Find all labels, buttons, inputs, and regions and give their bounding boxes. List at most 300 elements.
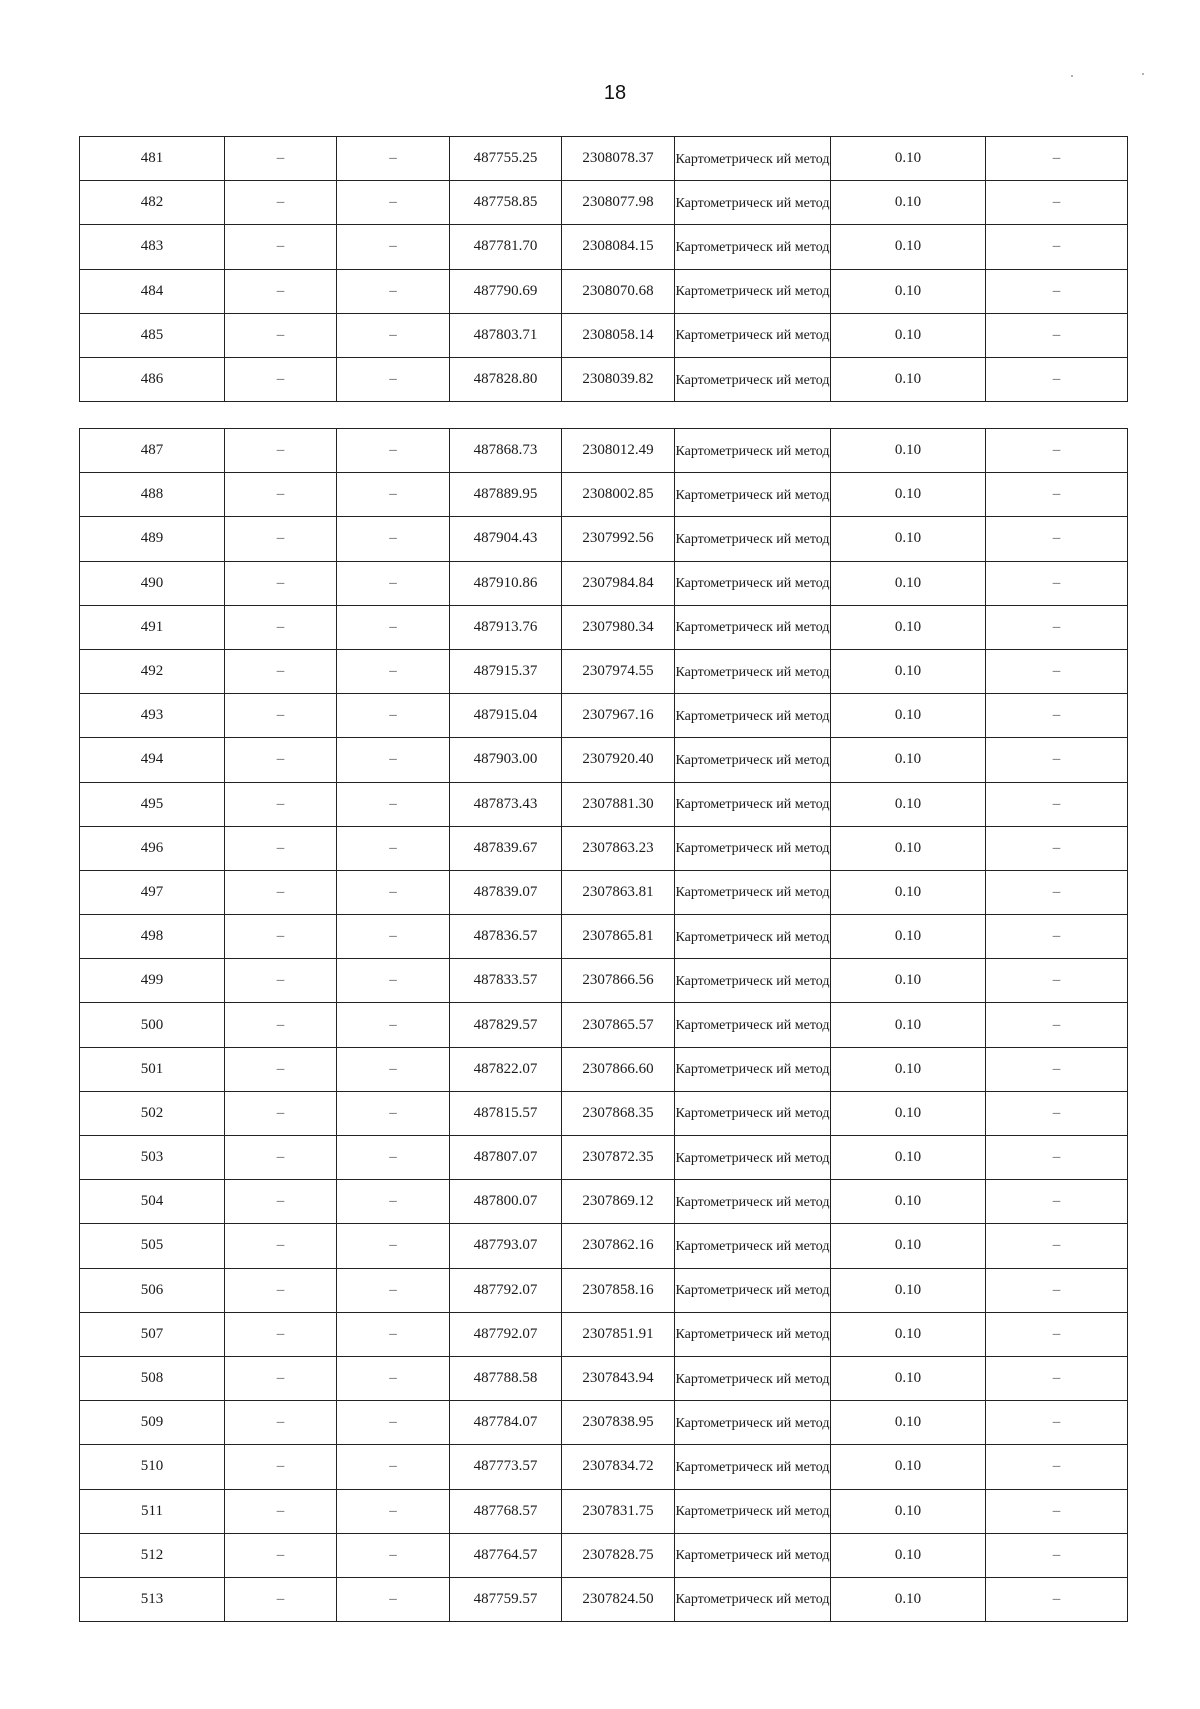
table-row [80, 826, 1128, 870]
method-cell: Картометрическ ий метод [675, 738, 831, 782]
accuracy-cell: 0.10 [831, 1356, 986, 1400]
x-coordinate-cell: 487915.04 [450, 694, 562, 738]
x-coordinate-cell: 487773.57 [450, 1445, 562, 1489]
description-cell: – [986, 1577, 1128, 1621]
old-y-cell: – [337, 1047, 450, 1091]
y-coordinate-cell: 2308039.82 [562, 357, 675, 401]
table-row [80, 1445, 1128, 1489]
x-coordinate-cell: 487873.43 [450, 782, 562, 826]
description-cell: – [986, 605, 1128, 649]
method-cell: Картометрическ ий метод [675, 269, 831, 313]
old-y-cell: – [337, 561, 450, 605]
accuracy-cell: 0.10 [831, 782, 986, 826]
point-number-cell: 495 [80, 782, 225, 826]
table-row [80, 694, 1128, 738]
accuracy-cell: 0.10 [831, 1533, 986, 1577]
table-row [80, 429, 1128, 473]
x-coordinate-cell: 487815.57 [450, 1091, 562, 1135]
table-row [80, 1268, 1128, 1312]
x-coordinate-cell: 487793.07 [450, 1224, 562, 1268]
old-y-cell: – [337, 782, 450, 826]
x-coordinate-cell: 487829.57 [450, 1003, 562, 1047]
coordinates-table-bottom [79, 428, 1128, 1622]
old-y-cell: – [337, 357, 450, 401]
old-y-cell: – [337, 1445, 450, 1489]
table-row [80, 915, 1128, 959]
old-y-cell: – [337, 1533, 450, 1577]
old-x-cell: – [225, 473, 337, 517]
accuracy-cell: 0.10 [831, 473, 986, 517]
method-cell: Картометрическ ий метод [675, 1136, 831, 1180]
y-coordinate-cell: 2307869.12 [562, 1180, 675, 1224]
table-row [80, 561, 1128, 605]
old-y-cell: – [337, 738, 450, 782]
y-coordinate-cell: 2308070.68 [562, 269, 675, 313]
method-cell: Картометрическ ий метод [675, 225, 831, 269]
method-cell: Картометрическ ий метод [675, 1180, 831, 1224]
y-coordinate-cell: 2307858.16 [562, 1268, 675, 1312]
accuracy-cell: 0.10 [831, 1577, 986, 1621]
old-x-cell: – [225, 1180, 337, 1224]
x-coordinate-cell: 487792.07 [450, 1268, 562, 1312]
point-number-cell: 484 [80, 269, 225, 313]
description-cell: – [986, 1180, 1128, 1224]
y-coordinate-cell: 2307920.40 [562, 738, 675, 782]
description-cell: – [986, 1268, 1128, 1312]
table-row [80, 782, 1128, 826]
method-cell: Картометрическ ий метод [675, 1356, 831, 1400]
old-y-cell: – [337, 605, 450, 649]
method-cell: Картометрическ ий метод [675, 561, 831, 605]
description-cell: – [986, 429, 1128, 473]
old-y-cell: – [337, 1224, 450, 1268]
point-number-cell: 486 [80, 357, 225, 401]
old-x-cell: – [225, 870, 337, 914]
old-y-cell: – [337, 429, 450, 473]
table-body [80, 429, 1128, 1622]
old-x-cell: – [225, 1577, 337, 1621]
accuracy-cell: 0.10 [831, 605, 986, 649]
description-cell: – [986, 1136, 1128, 1180]
point-number-cell: 491 [80, 605, 225, 649]
method-cell: Картометрическ ий метод [675, 1003, 831, 1047]
accuracy-cell: 0.10 [831, 1268, 986, 1312]
old-y-cell: – [337, 269, 450, 313]
x-coordinate-cell: 487784.07 [450, 1401, 562, 1445]
old-x-cell: – [225, 1268, 337, 1312]
x-coordinate-cell: 487836.57 [450, 915, 562, 959]
y-coordinate-cell: 2307872.35 [562, 1136, 675, 1180]
old-x-cell: – [225, 1445, 337, 1489]
x-coordinate-cell: 487758.85 [450, 181, 562, 225]
method-cell: Картометрическ ий метод [675, 694, 831, 738]
y-coordinate-cell: 2307834.72 [562, 1445, 675, 1489]
point-number-cell: 504 [80, 1180, 225, 1224]
y-coordinate-cell: 2307843.94 [562, 1356, 675, 1400]
y-coordinate-cell: 2307974.55 [562, 649, 675, 693]
old-x-cell: – [225, 1533, 337, 1577]
table-row [80, 1533, 1128, 1577]
page-number: 18 [603, 82, 627, 104]
method-cell: Картометрическ ий метод [675, 1577, 831, 1621]
point-number-cell: 493 [80, 694, 225, 738]
accuracy-cell: 0.10 [831, 1312, 986, 1356]
x-coordinate-cell: 487910.86 [450, 561, 562, 605]
point-number-cell: 503 [80, 1136, 225, 1180]
point-number-cell: 506 [80, 1268, 225, 1312]
old-x-cell: – [225, 1401, 337, 1445]
old-x-cell: – [225, 429, 337, 473]
x-coordinate-cell: 487833.57 [450, 959, 562, 1003]
point-number-cell: 496 [80, 826, 225, 870]
method-cell: Картометрическ ий метод [675, 959, 831, 1003]
method-cell: Картометрическ ий метод [675, 649, 831, 693]
table-row [80, 1003, 1128, 1047]
description-cell: – [986, 137, 1128, 181]
accuracy-cell: 0.10 [831, 915, 986, 959]
old-x-cell: – [225, 1091, 337, 1135]
accuracy-cell: 0.10 [831, 181, 986, 225]
point-number-cell: 508 [80, 1356, 225, 1400]
y-coordinate-cell: 2308077.98 [562, 181, 675, 225]
accuracy-cell: 0.10 [831, 269, 986, 313]
old-x-cell: – [225, 782, 337, 826]
point-number-cell: 511 [80, 1489, 225, 1533]
table-row [80, 1091, 1128, 1135]
description-cell: – [986, 1224, 1128, 1268]
description-cell: – [986, 225, 1128, 269]
description-cell: – [986, 870, 1128, 914]
point-number-cell: 483 [80, 225, 225, 269]
description-cell: – [986, 915, 1128, 959]
y-coordinate-cell: 2307862.16 [562, 1224, 675, 1268]
point-number-cell: 488 [80, 473, 225, 517]
old-x-cell: – [225, 1003, 337, 1047]
point-number-cell: 497 [80, 870, 225, 914]
old-y-cell: – [337, 1268, 450, 1312]
old-y-cell: – [337, 915, 450, 959]
x-coordinate-cell: 487913.76 [450, 605, 562, 649]
description-cell: – [986, 1533, 1128, 1577]
table-row [80, 357, 1128, 401]
accuracy-cell: 0.10 [831, 225, 986, 269]
table-row [80, 1136, 1128, 1180]
description-cell: – [986, 313, 1128, 357]
old-y-cell: – [337, 1356, 450, 1400]
old-x-cell: – [225, 225, 337, 269]
y-coordinate-cell: 2308012.49 [562, 429, 675, 473]
point-number-cell: 502 [80, 1091, 225, 1135]
y-coordinate-cell: 2307866.56 [562, 959, 675, 1003]
x-coordinate-cell: 487759.57 [450, 1577, 562, 1621]
x-coordinate-cell: 487764.57 [450, 1533, 562, 1577]
old-x-cell: – [225, 1489, 337, 1533]
y-coordinate-cell: 2308078.37 [562, 137, 675, 181]
method-cell: Картометрическ ий метод [675, 181, 831, 225]
x-coordinate-cell: 487755.25 [450, 137, 562, 181]
y-coordinate-cell: 2307865.81 [562, 915, 675, 959]
accuracy-cell: 0.10 [831, 429, 986, 473]
y-coordinate-cell: 2307838.95 [562, 1401, 675, 1445]
old-y-cell: – [337, 1180, 450, 1224]
description-cell: – [986, 1356, 1128, 1400]
table-row [80, 738, 1128, 782]
description-cell: – [986, 357, 1128, 401]
old-y-cell: – [337, 473, 450, 517]
old-x-cell: – [225, 561, 337, 605]
old-y-cell: – [337, 1401, 450, 1445]
y-coordinate-cell: 2307824.50 [562, 1577, 675, 1621]
table-row [80, 649, 1128, 693]
y-coordinate-cell: 2307992.56 [562, 517, 675, 561]
x-coordinate-cell: 487889.95 [450, 473, 562, 517]
y-coordinate-cell: 2307863.23 [562, 826, 675, 870]
table-row [80, 1224, 1128, 1268]
point-number-cell: 512 [80, 1533, 225, 1577]
x-coordinate-cell: 487781.70 [450, 225, 562, 269]
method-cell: Картометрическ ий метод [675, 313, 831, 357]
accuracy-cell: 0.10 [831, 870, 986, 914]
y-coordinate-cell: 2308084.15 [562, 225, 675, 269]
old-y-cell: – [337, 1091, 450, 1135]
method-cell: Картометрическ ий метод [675, 826, 831, 870]
accuracy-cell: 0.10 [831, 357, 986, 401]
old-x-cell: – [225, 694, 337, 738]
old-x-cell: – [225, 313, 337, 357]
description-cell: – [986, 1047, 1128, 1091]
table-row [80, 1047, 1128, 1091]
old-y-cell: – [337, 1136, 450, 1180]
old-y-cell: – [337, 649, 450, 693]
method-cell: Картометрическ ий метод [675, 1312, 831, 1356]
y-coordinate-cell: 2307967.16 [562, 694, 675, 738]
table-row [80, 1577, 1128, 1621]
point-number-cell: 492 [80, 649, 225, 693]
table-row [80, 1401, 1128, 1445]
point-number-cell: 510 [80, 1445, 225, 1489]
method-cell: Картометрическ ий метод [675, 1091, 831, 1135]
old-x-cell: – [225, 605, 337, 649]
description-cell: – [986, 1445, 1128, 1489]
method-cell: Картометрическ ий метод [675, 1401, 831, 1445]
x-coordinate-cell: 487788.58 [450, 1356, 562, 1400]
method-cell: Картометрическ ий метод [675, 870, 831, 914]
accuracy-cell: 0.10 [831, 313, 986, 357]
description-cell: – [986, 959, 1128, 1003]
table-row [80, 473, 1128, 517]
point-number-cell: 513 [80, 1577, 225, 1621]
table-row [80, 1356, 1128, 1400]
old-y-cell: – [337, 1489, 450, 1533]
method-cell: Картометрическ ий метод [675, 1268, 831, 1312]
point-number-cell: 498 [80, 915, 225, 959]
y-coordinate-cell: 2307831.75 [562, 1489, 675, 1533]
x-coordinate-cell: 487839.67 [450, 826, 562, 870]
accuracy-cell: 0.10 [831, 1401, 986, 1445]
x-coordinate-cell: 487768.57 [450, 1489, 562, 1533]
table-row [80, 1312, 1128, 1356]
method-cell: Картометрическ ий метод [675, 357, 831, 401]
accuracy-cell: 0.10 [831, 738, 986, 782]
point-number-cell: 490 [80, 561, 225, 605]
x-coordinate-cell: 487903.00 [450, 738, 562, 782]
method-cell: Картометрическ ий метод [675, 915, 831, 959]
point-number-cell: 500 [80, 1003, 225, 1047]
old-y-cell: – [337, 517, 450, 561]
scan-speck [1071, 75, 1073, 77]
old-y-cell: – [337, 1577, 450, 1621]
y-coordinate-cell: 2307881.30 [562, 782, 675, 826]
x-coordinate-cell: 487904.43 [450, 517, 562, 561]
table-row [80, 225, 1128, 269]
point-number-cell: 487 [80, 429, 225, 473]
old-x-cell: – [225, 181, 337, 225]
accuracy-cell: 0.10 [831, 1445, 986, 1489]
y-coordinate-cell: 2307866.60 [562, 1047, 675, 1091]
x-coordinate-cell: 487792.07 [450, 1312, 562, 1356]
y-coordinate-cell: 2307868.35 [562, 1091, 675, 1135]
y-coordinate-cell: 2307828.75 [562, 1533, 675, 1577]
x-coordinate-cell: 487800.07 [450, 1180, 562, 1224]
accuracy-cell: 0.10 [831, 694, 986, 738]
table-row [80, 1489, 1128, 1533]
y-coordinate-cell: 2307865.57 [562, 1003, 675, 1047]
table-row [80, 1180, 1128, 1224]
description-cell: – [986, 473, 1128, 517]
y-coordinate-cell: 2307863.81 [562, 870, 675, 914]
old-x-cell: – [225, 1224, 337, 1268]
point-number-cell: 501 [80, 1047, 225, 1091]
method-cell: Картометрическ ий метод [675, 782, 831, 826]
description-cell: – [986, 649, 1128, 693]
point-number-cell: 485 [80, 313, 225, 357]
old-x-cell: – [225, 269, 337, 313]
old-x-cell: – [225, 1312, 337, 1356]
point-number-cell: 507 [80, 1312, 225, 1356]
old-y-cell: – [337, 137, 450, 181]
x-coordinate-cell: 487828.80 [450, 357, 562, 401]
point-number-cell: 481 [80, 137, 225, 181]
table-row [80, 313, 1128, 357]
old-y-cell: – [337, 313, 450, 357]
accuracy-cell: 0.10 [831, 1489, 986, 1533]
y-coordinate-cell: 2307980.34 [562, 605, 675, 649]
table-row [80, 137, 1128, 181]
accuracy-cell: 0.10 [831, 959, 986, 1003]
old-x-cell: – [225, 517, 337, 561]
method-cell: Картометрическ ий метод [675, 517, 831, 561]
accuracy-cell: 0.10 [831, 826, 986, 870]
old-x-cell: – [225, 357, 337, 401]
method-cell: Картометрическ ий метод [675, 429, 831, 473]
y-coordinate-cell: 2307984.84 [562, 561, 675, 605]
old-y-cell: – [337, 1312, 450, 1356]
accuracy-cell: 0.10 [831, 137, 986, 181]
method-cell: Картометрическ ий метод [675, 137, 831, 181]
accuracy-cell: 0.10 [831, 1224, 986, 1268]
method-cell: Картометрическ ий метод [675, 1533, 831, 1577]
point-number-cell: 489 [80, 517, 225, 561]
old-y-cell: – [337, 694, 450, 738]
old-y-cell: – [337, 225, 450, 269]
table-row [80, 517, 1128, 561]
point-number-cell: 509 [80, 1401, 225, 1445]
method-cell: Картометрическ ий метод [675, 473, 831, 517]
description-cell: – [986, 1489, 1128, 1533]
description-cell: – [986, 269, 1128, 313]
description-cell: – [986, 1312, 1128, 1356]
method-cell: Картометрическ ий метод [675, 605, 831, 649]
x-coordinate-cell: 487868.73 [450, 429, 562, 473]
method-cell: Картометрическ ий метод [675, 1489, 831, 1533]
old-x-cell: – [225, 1047, 337, 1091]
y-coordinate-cell: 2308058.14 [562, 313, 675, 357]
table-row [80, 269, 1128, 313]
description-cell: – [986, 561, 1128, 605]
table-row [80, 870, 1128, 914]
y-coordinate-cell: 2308002.85 [562, 473, 675, 517]
old-x-cell: – [225, 915, 337, 959]
accuracy-cell: 0.10 [831, 1091, 986, 1135]
scan-speck [1142, 73, 1144, 75]
old-x-cell: – [225, 649, 337, 693]
accuracy-cell: 0.10 [831, 1003, 986, 1047]
old-x-cell: – [225, 137, 337, 181]
table-row [80, 605, 1128, 649]
coordinates-table-top [79, 136, 1128, 402]
old-y-cell: – [337, 181, 450, 225]
accuracy-cell: 0.10 [831, 517, 986, 561]
description-cell: – [986, 782, 1128, 826]
old-y-cell: – [337, 1003, 450, 1047]
description-cell: – [986, 826, 1128, 870]
x-coordinate-cell: 487790.69 [450, 269, 562, 313]
x-coordinate-cell: 487807.07 [450, 1136, 562, 1180]
description-cell: – [986, 517, 1128, 561]
x-coordinate-cell: 487822.07 [450, 1047, 562, 1091]
old-x-cell: – [225, 738, 337, 782]
description-cell: – [986, 1091, 1128, 1135]
method-cell: Картометрическ ий метод [675, 1445, 831, 1489]
description-cell: – [986, 1401, 1128, 1445]
old-y-cell: – [337, 826, 450, 870]
old-x-cell: – [225, 1136, 337, 1180]
accuracy-cell: 0.10 [831, 1180, 986, 1224]
table-row [80, 959, 1128, 1003]
description-cell: – [986, 1003, 1128, 1047]
method-cell: Картометрическ ий метод [675, 1224, 831, 1268]
point-number-cell: 499 [80, 959, 225, 1003]
accuracy-cell: 0.10 [831, 561, 986, 605]
point-number-cell: 505 [80, 1224, 225, 1268]
description-cell: – [986, 694, 1128, 738]
old-x-cell: – [225, 1356, 337, 1400]
accuracy-cell: 0.10 [831, 649, 986, 693]
accuracy-cell: 0.10 [831, 1047, 986, 1091]
old-y-cell: – [337, 959, 450, 1003]
y-coordinate-cell: 2307851.91 [562, 1312, 675, 1356]
description-cell: – [986, 181, 1128, 225]
x-coordinate-cell: 487839.07 [450, 870, 562, 914]
method-cell: Картометрическ ий метод [675, 1047, 831, 1091]
accuracy-cell: 0.10 [831, 1136, 986, 1180]
description-cell: – [986, 738, 1128, 782]
point-number-cell: 494 [80, 738, 225, 782]
point-number-cell: 482 [80, 181, 225, 225]
table-row [80, 181, 1128, 225]
x-coordinate-cell: 487915.37 [450, 649, 562, 693]
table-body [80, 137, 1128, 402]
